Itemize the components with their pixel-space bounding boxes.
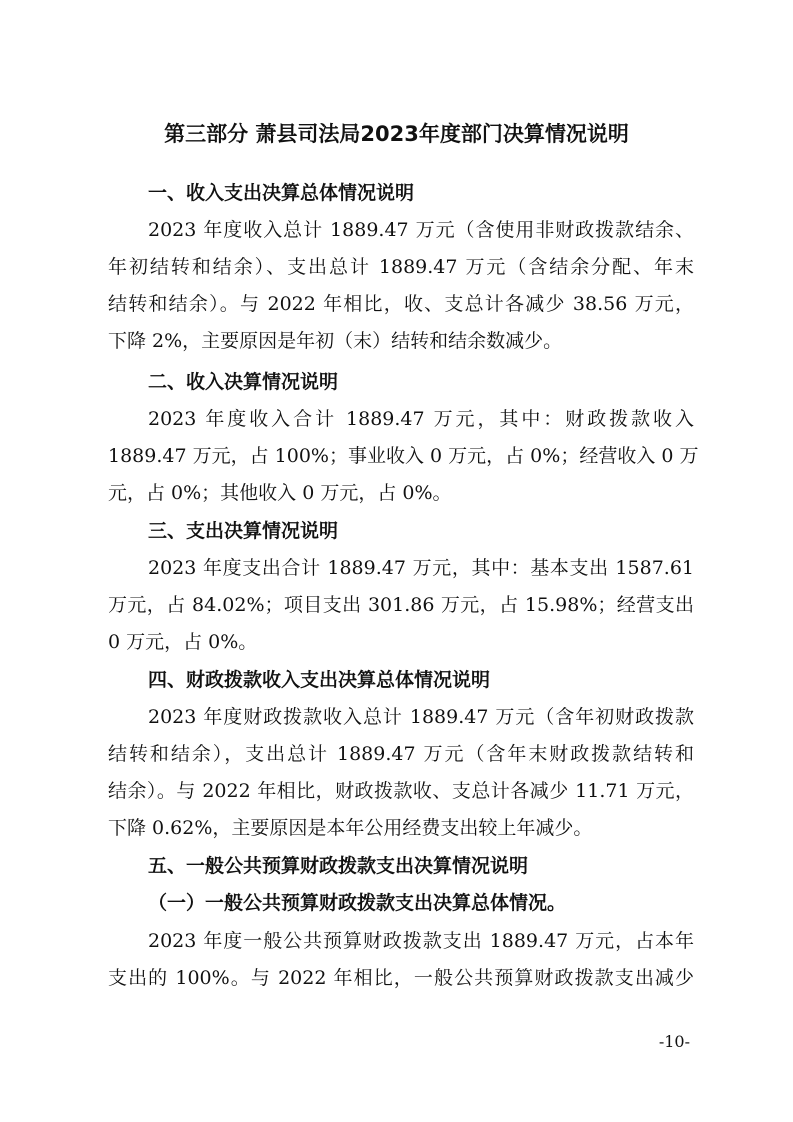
section-5-line-2: 支出的 100%。与 2022 年相比，一般公共预算财政拨款支出减少 [108,967,694,989]
section-4-line-3: 结余）。与 2022 年相比，财政拨款收、支总计各减少 11.71 万元， [108,780,694,802]
section-3-line-3: 0 万元，占 0%。 [108,631,258,653]
section-3-line-2: 万元，占 84.02%；项目支出 301.86 万元，占 15.98%；经营支出 [108,594,694,616]
section-4-line-1: 2023 年度财政拨款收入总计 1889.47 万元（含年初财政拨款 [148,706,694,728]
section-1-heading: 一、收入支出决算总体情况说明 [148,182,415,204]
section-1-line-3: 结转和结余）。与 2022 年相比，收、支总计各减少 38.56 万元， [108,293,694,315]
section-4-heading: 四、财政拨款收入支出决算总体情况说明 [148,669,491,691]
section-1-line-1: 2023 年度收入总计 1889.47 万元（含使用非财政拨款结余、 [148,219,694,241]
page-number: -10- [658,1032,690,1051]
section-2-line-2: 1889.47 万元，占 100%；事业收入 0 万元，占 0%；经营收入 0 万 [108,445,699,467]
section-1-line-2: 年初结转和结余）、支出总计 1889.47 万元（含结余分配、年末 [108,256,694,278]
section-1-line-4: 下降 2%，主要原因是年初（末）结转和结余数减少。 [108,330,563,352]
section-3-line-1: 2023 年度支出合计 1889.47 万元，其中：基本支出 1587.61 [148,557,694,579]
section-3-heading: 三、支出决算情况说明 [148,520,339,542]
section-2-line-1: 2023 年度收入合计 1889.47 万元，其中：财政拨款收入 [148,408,694,430]
section-4-line-4: 下降 0.62%，主要原因是本年公用经费支出较上年减少。 [108,817,593,839]
document-title: 第三部分 萧县司法局2023年度部门决算情况说明 [164,122,629,146]
section-5-heading: 五、一般公共预算财政拨款支出决算情况说明 [148,855,529,877]
section-5-line-1: 2023 年度一般公共预算财政拨款支出 1889.47 万元，占本年 [148,930,694,952]
section-4-line-2: 结转和结余），支出总计 1889.47 万元（含年末财政拨款结转和 [108,743,694,765]
section-2-line-3: 元，占 0%；其他收入 0 万元，占 0%。 [108,482,452,504]
section-5-subheading: （一）一般公共预算财政拨款支出决算总体情况。 [148,892,567,914]
section-2-heading: 二、收入决算情况说明 [148,371,339,393]
